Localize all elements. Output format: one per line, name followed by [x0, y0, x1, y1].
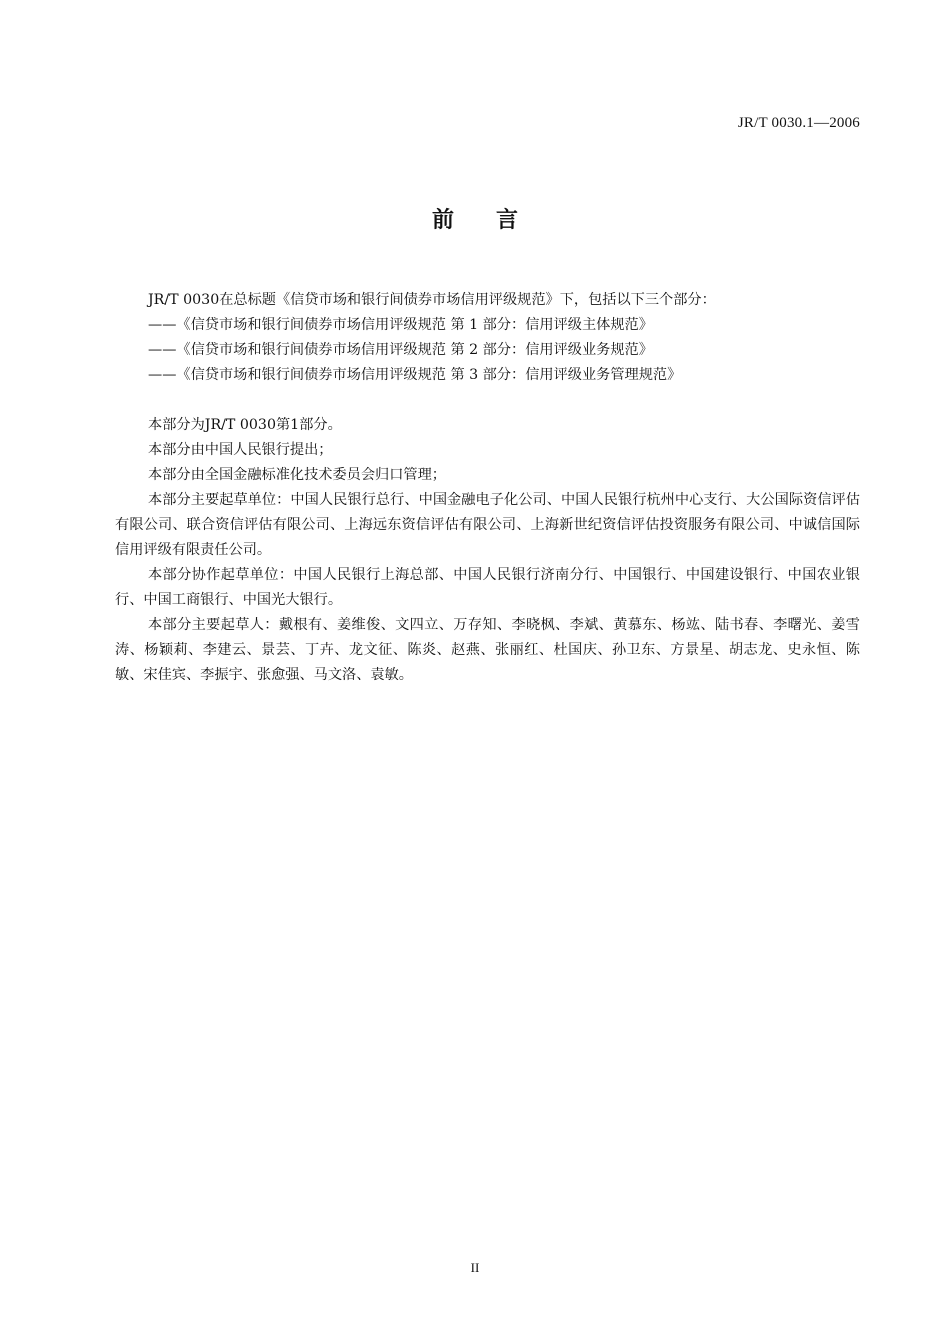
part-list-item: ——《信贷市场和银行间债券市场信用评级规范 第 1 部分：信用评级主体规范》 — [148, 317, 653, 333]
part-list-item: ——《信贷市场和银行间债券市场信用评级规范 第 3 部分：信用评级业务管理规范》 — [148, 367, 682, 383]
statement-main-drafting-units: 本部分主要起草单位：中国人民银行总行、中国金融电子化公司、中国人民银行杭州中心支行、大公国际资信评估有限公司、联合资信评估有限公司、上海远东资信评估有限公司、上海新世纪资信评估投资服务有限公司、中诚信国际信用评级有限责任公司。 — [115, 492, 860, 558]
statement-administration: 本部分由全国金融标准化技术委员会归口管理； — [148, 467, 446, 483]
statement-main-drafters: 本部分主要起草人：戴根有、姜维俊、文四立、万存知、李晓枫、李斌、黄慕东、杨竑、陆书春、李曙光、姜雪涛、杨颖莉、李建云、景芸、丁卉、龙文征、陈炎、赵燕、张丽红、杜国庆、孙卫东、方景星、胡志龙、史永恒、陈敏、宋佳宾、李振宇、张愈强、马文洛、袁敏。 — [115, 617, 860, 683]
statement-part-number: 本部分为JR/T 0030第1部分。 — [148, 417, 342, 433]
part-list-item: ——《信贷市场和银行间债券市场信用评级规范 第 2 部分：信用评级业务规范》 — [148, 342, 653, 358]
page-number: II — [470, 1260, 480, 1275]
statement-cooperating-units: 本部分协作起草单位：中国人民银行上海总部、中国人民银行济南分行、中国银行、中国建设银行、中国农业银行、中国工商银行、中国光大银行。 — [115, 567, 860, 608]
statement-proposer: 本部分由中国人民银行提出； — [148, 442, 333, 458]
intro-lead: JR/T 0030在总标题《信贷市场和银行间债券市场信用评级规范》下，包括以下三个部分： — [148, 292, 716, 308]
paragraph-spacer — [115, 388, 860, 413]
foreword-body — [115, 288, 860, 688]
page-title: 前言 — [431, 208, 560, 233]
document-code: JR/T 0030.1—2006 — [737, 115, 860, 131]
